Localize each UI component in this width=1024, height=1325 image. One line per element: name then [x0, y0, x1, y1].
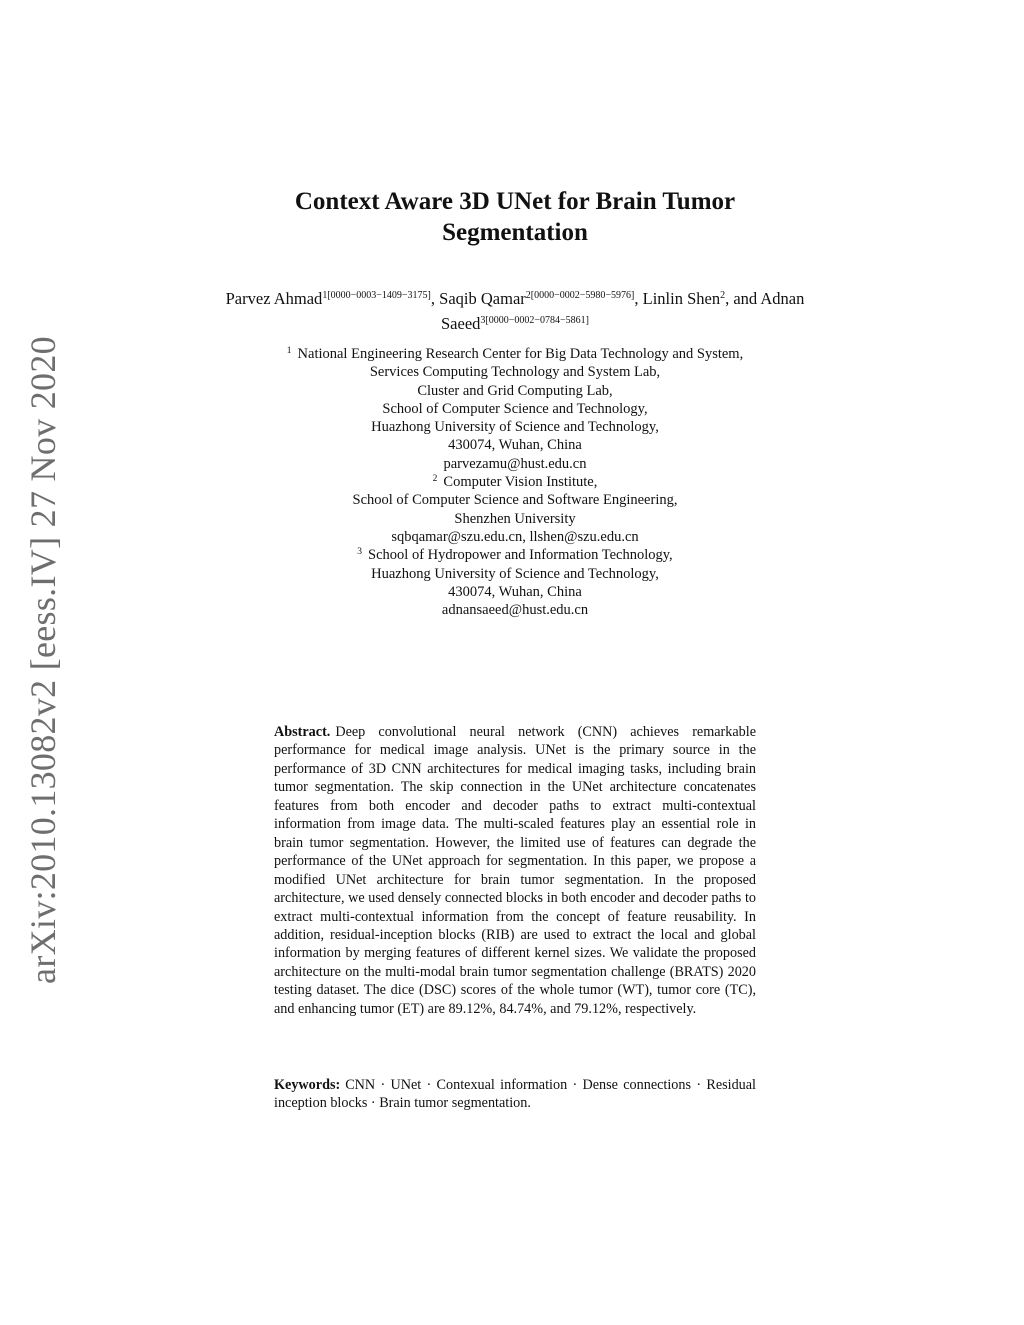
- paper-title: [200, 186, 830, 248]
- affiliation-line: $^3$ School of Hydropower and Information Technology,: [357, 547, 673, 564]
- affiliation-line: Cluster and Grid Computing Lab,: [417, 382, 613, 399]
- affiliation-line: School of Computer Science and Software Engineering,: [352, 492, 678, 509]
- affiliation-line: $^1$ National Engineering Research Center for Big Data Technology and System,: [286, 346, 744, 362]
- keywords-label: Keywords:: [274, 1077, 341, 1093]
- paper-title-line-2: Segmentation: [442, 219, 588, 246]
- author-name: Saqib Qamar: [439, 289, 526, 308]
- affiliation-marker: 1: [286, 346, 292, 356]
- abstract-label: Abstract.: [274, 724, 331, 740]
- author-affiliation-marker: 3[0000−0002−0784−5861]: [480, 315, 589, 326]
- affiliation-line: Shenzhen University: [454, 510, 576, 527]
- affiliation-marker: 2: [432, 474, 438, 485]
- affiliation-block: [200, 345, 830, 619]
- abstract-text: Deep convolutional neural network (CNN) achieves remarkable performance for medical image analysis. UNet is the primary source in the performance of 3D CNN architectures for medical imaging tasks, including brain tumor segmentation. The skip connection in the UNet architecture concatenates features from both encoder and decoder paths to extract multi-contextual information from image data. The multi-scaled features play an essential role in brain tumor segmentation. However, the limited use of features can degrade the performance of the UNet approach for segmentation. In this paper, we propose a modified UNet architecture for brain tumor segmentation. In the proposed architecture, we used densely connected blocks in both encoder and decoder paths to extract multi-contextual information from the concept of feature reusability. In addition, residual-inception blocks (RIB) are used to extract the local and global information by merging features of different kernel sizes. We validate the proposed architecture on the multi-modal brain tumor segmentation challenge (BRATS) 2020 testing dataset. The dice (DSC) scores of the whole tumor (WT), tumor core (TC), and enhancing tumor (ET) are 89.12%, 84.74%, and 79.12%, respectively.: [274, 724, 756, 1017]
- author-affiliation-marker: 2[0000−0002−5980−5976]: [525, 290, 635, 301]
- affiliation-line: School of Computer Science and Technology,: [382, 400, 648, 417]
- author-list: Parvez Ahmad$^{1[0000-0003-1409-3175]}$, Saqib Qamar$^{2[0000-0002-5980-5976]}$, Linlin Shen$^2$, and Adnan Saeed$^{3[0000-0002-0784-5861]}$: [225, 289, 805, 333]
- author-affiliation-marker: 2: [720, 290, 726, 301]
- affiliation-line: Huazhong University of Science and Technology,: [371, 419, 659, 436]
- affiliation-line: Huazhong University of Science and Technology,: [371, 565, 659, 582]
- keywords-paragraph: [274, 1076, 756, 1113]
- affiliation-line: Services Computing Technology and System Lab,: [369, 364, 661, 381]
- author-name: Parvez Ahmad: [225, 289, 323, 308]
- abstract-paragraph: [274, 723, 756, 1018]
- author-affiliation-marker: 1[0000−0003−1409−3175]: [322, 290, 431, 301]
- affiliation-email: parvezamu@hust.edu.cn: [443, 455, 587, 472]
- author-orcid: [0000−0003−1409−3175]: [327, 290, 431, 301]
- affiliation-line: 430074, Wuhan, China: [448, 583, 582, 600]
- affiliation-marker: 3: [357, 547, 363, 558]
- affiliation-email: sqbqamar@szu.edu.cn, llshen@szu.edu.cn: [391, 528, 639, 545]
- author-connector: and: [733, 289, 758, 308]
- arxiv-identifier-text: arXiv:2010.13082v2 [eess.IV] 27 Nov 2020: [23, 336, 63, 984]
- paper-title-line-1: Context Aware 3D UNet for Brain Tumor: [294, 188, 736, 215]
- author-orcid: [0000−0002−0784−5861]: [485, 315, 589, 326]
- keywords-text: CNN · UNet · Contexual information · Dense connections · Residual inception blocks · Brain tumor segmentation.: [274, 1077, 756, 1112]
- affiliation-line: 430074, Wuhan, China: [448, 437, 582, 454]
- author-name: Adnan Saeed: [441, 289, 805, 333]
- author-name: Linlin Shen: [642, 289, 721, 308]
- affiliation-email: adnansaeed@hust.edu.cn: [441, 602, 589, 619]
- author-orcid: [0000−0002−5980−5976]: [530, 290, 635, 301]
- affiliation-line: $^2$ Computer Vision Institute,: [432, 474, 598, 491]
